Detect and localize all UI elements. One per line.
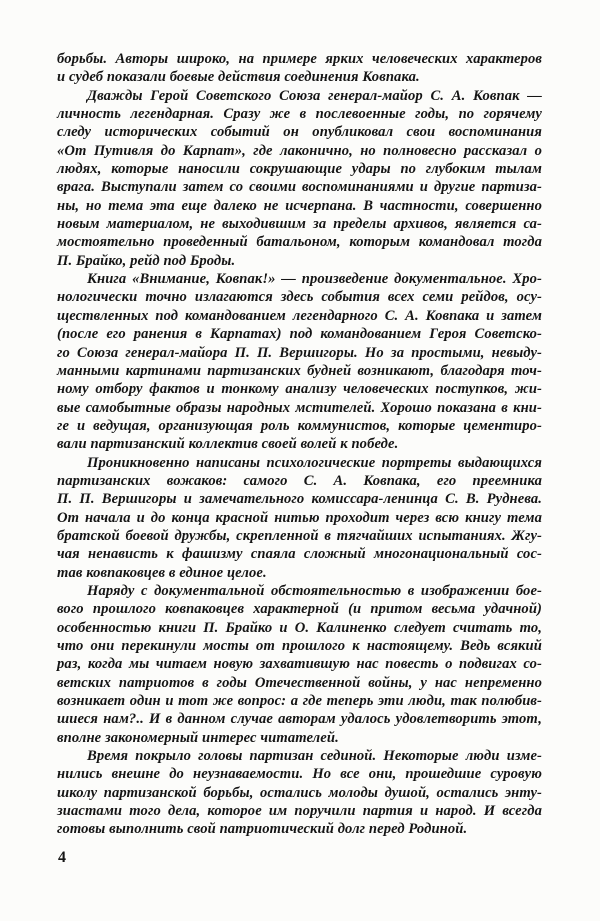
text-line: П. П. Вершигоры и замечательного комиссара-ленинца С. В. Руднева. <box>57 491 542 508</box>
text-line: (после его ранения в Карпатах) под командованием Героя Советско- <box>57 326 542 343</box>
text-line: людях, которые наносили сокрушающие удары по глубоким тылам <box>57 161 542 178</box>
text-line: го Союза генерал-майора П. П. Вершигоры. Но за простыми, невыду- <box>57 344 542 361</box>
text-line: ны, но тема эта еще далеко не исчерпана. В частности, совершенно <box>57 197 542 214</box>
text-line: ветских патриотов в годы Отечественной войны, у нас непременно <box>57 674 542 691</box>
text-line: следу исторических событий он опубликовал свои воспоминания <box>57 124 542 141</box>
text-line: Книга «Внимание, Ковпак!» — произведение документальное. Хро- <box>87 271 542 288</box>
paragraph <box>57 270 542 453</box>
text-line: борьбы. Авторы широко, на примере ярких человеческих характеров <box>57 51 542 67</box>
text-line: «От Путивля до Карпат», где лаконично, но полновесно рассказал о <box>57 142 542 159</box>
text-line: шиеся нам?.. И в данном случае авторам удалось удовлетворить этот, <box>57 711 542 728</box>
paragraph <box>57 87 542 270</box>
paragraph <box>57 582 542 747</box>
text-line: вполне закономерный интерес читателей. <box>57 729 339 746</box>
text-line: нились внешне до неузнаваемости. Но все они, прошедшие суровую <box>57 766 542 783</box>
text-line: От начала и до конца красной нитью проходит через всю книгу тема <box>57 509 542 526</box>
text-line: новым материалом, не выходившим за пределы архивов, является са- <box>57 216 542 233</box>
text-line: особенностью книги П. Брайко и О. Калиненко следует считать то, <box>57 619 542 636</box>
text-line: ществленных под командованием легендарного С. А. Ковпака и затем <box>57 307 542 324</box>
paragraph <box>57 747 542 839</box>
text-line: готовы выполнить свой патриотический долг перед Родиной. <box>57 821 468 838</box>
text-line: ному отбору фактов и тонкому анализу человеческих поступков, жи- <box>57 381 542 398</box>
page-text <box>57 50 542 839</box>
text-line: школу партизанской борьбы, остались молоды душой, остались энту- <box>57 784 542 801</box>
text-line: вые самобытные образы народных мстителей. Хорошо показана в кни- <box>57 399 542 416</box>
text-line: Наряду с документальной обстоятельностью в изображении бое- <box>87 582 542 599</box>
text-line: вали партизанский коллектив своей волей к победе. <box>57 436 399 453</box>
text-line: партизанских вожаков: самого С. А. Ковпака, его преемника <box>57 472 542 489</box>
text-line: врага. Выступали затем со своими воспоминаниями и другие партиза- <box>57 179 542 196</box>
text-line: раз, когда мы читаем новую захватившую нас повесть о подвигах со- <box>57 656 542 673</box>
text-line: тав ковпаковцев в единое целое. <box>57 564 267 581</box>
text-line: братской боевой дружбы, скрепленной в тягчайших испытаниях. Жгу- <box>57 527 542 544</box>
paragraph <box>57 50 542 87</box>
text-line: что они перекинули мосты от прошлого к настоящему. Ведь всякий <box>57 638 542 654</box>
text-line: и судеб показали боевые действия соединения Ковпака. <box>57 69 420 86</box>
text-line: зиастами того дела, которое им поручили партия и народ. И всегда <box>57 803 542 820</box>
text-line: манными картинами партизанских будней возникают, благодаря точ- <box>57 362 542 379</box>
text-line: чая ненависть к фашизму спаяла сложный многонациональный сос- <box>57 546 542 563</box>
text-line: Дважды Герой Советского Союза генерал-майор С. А. Ковпак — <box>87 87 542 104</box>
text-line: Время покрыло головы партизан сединой. Некоторые люди изме- <box>87 748 542 765</box>
text-line: личность легендарная. Сразу же в послевоенные годы, по горячему <box>57 106 542 123</box>
page-number: 4 <box>58 849 66 866</box>
text-line: мостоятельно проведенный батальоном, которым командовал тогда <box>57 234 542 251</box>
text-line: П. Брайко, рейд под Броды. <box>57 252 236 269</box>
text-line: вого прошлого ковпаковцев характерной (и притом весьма удачной) <box>57 601 542 618</box>
paragraph <box>57 454 542 582</box>
text-line: Проникновенно написаны психологические портреты выдающихся <box>87 454 542 471</box>
text-line: возникает один и тот же вопрос: а где теперь эти люди, так полюбив- <box>57 693 542 710</box>
text-line: нологически точно излагаются здесь события всех семи рейдов, осу- <box>57 289 542 306</box>
text-line: ге и ведущая, организующая роль коммунистов, которые цементиро- <box>57 417 542 434</box>
